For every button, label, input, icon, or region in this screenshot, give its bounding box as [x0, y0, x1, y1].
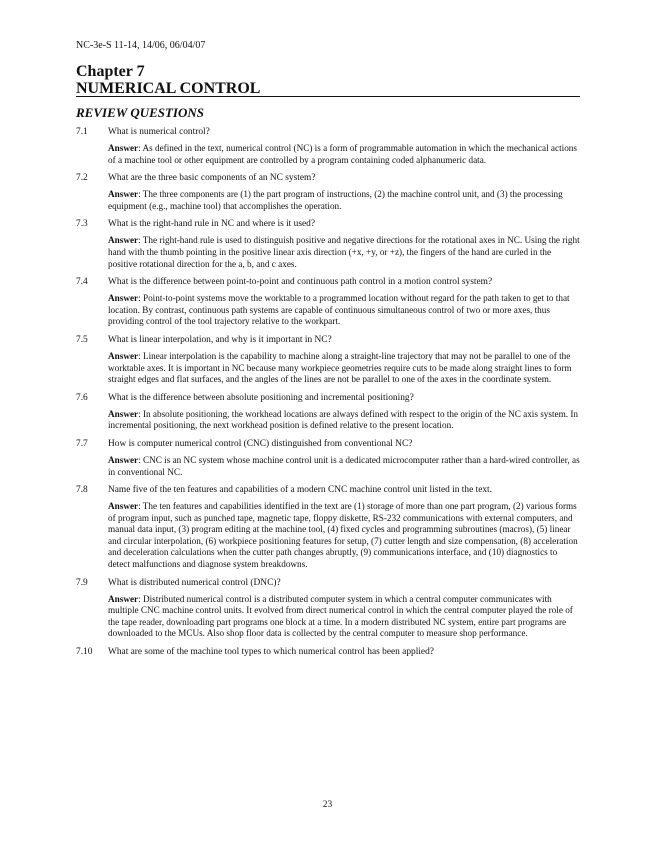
answer-label: Answer	[108, 454, 139, 465]
qa-item	[76, 577, 580, 640]
answer-text: : Distributed numerical control is a distributed computer system in which a central computer communicates with multiple CNC machine control units. It evolved from direct numerical control in which the central computer played the role of the tape reader, downloading part programs one block at a time. In a modern distributed NC system, entire part programs are downloaded to the MCUs. Also shop floor data is collected by the central computer to measure shop performance.	[108, 593, 573, 639]
question-text: What is linear interpolation, and why is it important in NC?	[108, 334, 332, 345]
answer-label: Answer	[108, 189, 139, 200]
qa-item	[76, 276, 580, 328]
answer-text: : Point-to-point systems move the worktable to a programmed location without regard for the path taken to get to that location. By contrast, continuous path systems are capable of continuous simultaneous control of two or more axes, thus providing control of the tool trajectory relative to the workpart.	[108, 293, 570, 327]
question-text: What is the difference between absolute positioning and incremental positioning?	[108, 392, 414, 403]
chapter-number: Chapter 7	[76, 63, 145, 80]
question-text: What is the difference between point-to-point and continuous path control in a motion control system?	[108, 277, 493, 288]
qa-list	[76, 126, 580, 664]
answer-label: Answer	[108, 235, 139, 246]
answer	[108, 143, 580, 166]
qa-item	[76, 126, 580, 166]
answer-label: Answer	[108, 350, 139, 361]
answer	[108, 594, 580, 640]
answer-text: : Linear interpolation is the capability to machine along a straight-line trajectory that may not be parallel to one of the worktable axes. It is important in NC because many workpiece geometries require cuts to be made along straight lines to form straight edges and flat surfaces, and the angles of the lines are not be parallel to one of the axes in the coordinate system.	[108, 350, 572, 385]
answer-text: : The right-hand rule is used to distinguish positive and negative directions for the rotational axes in NC. Using the right hand with the thumb pointing in the positive linear axis direction (+x, +y, or +z), the fingers of the hand are curled in the positive rotational direction for the a, b, and c axes.	[108, 235, 580, 269]
answer-label: Answer	[108, 293, 139, 304]
question-number: 7.7	[76, 438, 88, 449]
question	[76, 438, 580, 450]
qa-item	[76, 392, 580, 432]
question	[76, 484, 580, 496]
question-text: What is numerical control?	[108, 127, 210, 137]
answer-text: : In absolute positioning, the workhead locations are always defined with respect to the origin of the NC axis system. In incremental positioning, the next workhead position is defined relative to the present location.	[108, 408, 579, 431]
question	[76, 392, 580, 404]
qa-item	[76, 172, 580, 212]
qa-item	[76, 438, 580, 478]
answer	[108, 293, 580, 328]
question-number: 7.9	[76, 577, 88, 588]
qa-item	[76, 484, 580, 571]
answer-text: : The three components are (1) the part program of instructions, (2) the machine control unit, and (3) the processing equipment (e.g., machine tool) that accomplishes the operation.	[108, 189, 563, 211]
question-text: What are the three basic components of an NC system?	[108, 173, 316, 184]
heading-rule	[76, 96, 580, 97]
question-number: 7.3	[76, 219, 88, 230]
answer-label: Answer	[108, 143, 139, 153]
question-text: How is computer numerical control (CNC) distinguished from conventional NC?	[108, 438, 413, 449]
answer-label: Answer	[108, 501, 139, 512]
answer-text: : As defined in the text, numerical control (NC) is a form of programmable automation in which the mechanical actions of a machine tool or other equipment are controlled by a program containing coded alphanumeric data.	[108, 143, 577, 165]
qa-item	[76, 646, 580, 658]
answer	[108, 189, 580, 212]
question-text: What are some of the machine tool types to which numerical control has been applied?	[108, 647, 434, 658]
chapter-title: NUMERICAL CONTROL	[76, 80, 261, 97]
answer-text: : The ten features and capabilities identified in the text are (1) storage of more than one part program, (2) various forms of program input, such as punched tape, magnetic tape, floppy diskette, RS-232 communications with external computers, and manual data input, (3) program editing at the machine tool, (4) fixed cycles and programming subroutines (macros), (5) linear and circular interpolation, (6) workpiece positioning features for setup, (7) cutter length and size compensation, (8) acceleration and deceleration calculations when the cutter path changes abruptly, (9) communications interface, and (10) diagnostics to detect malfunctions and diagnose system breakdowns.	[108, 501, 578, 570]
answer	[108, 351, 580, 386]
answer-label: Answer	[108, 408, 139, 419]
question	[76, 577, 580, 589]
question-number: 7.2	[76, 173, 88, 184]
question-number: 7.1	[76, 127, 88, 137]
question	[76, 334, 580, 346]
question-number: 7.10	[76, 647, 93, 658]
answer	[108, 501, 580, 571]
question-text: What is the right-hand rule in NC and where is it used?	[108, 219, 315, 230]
chapter-heading	[76, 63, 260, 97]
document-header: NC-3e-S 11-14, 14/06, 06/04/07	[76, 40, 206, 51]
answer	[108, 455, 580, 478]
question	[76, 126, 580, 138]
question-text: Name five of the ten features and capabilities of a modern CNC machine control unit listed in the text.	[108, 485, 492, 496]
answer	[108, 409, 580, 432]
section-title: REVIEW QUESTIONS	[76, 105, 205, 120]
question	[76, 276, 580, 288]
question-number: 7.6	[76, 392, 88, 403]
page-number: 23	[322, 800, 333, 810]
question-number: 7.8	[76, 485, 88, 496]
answer-text: : CNC is an NC system whose machine control unit is a dedicated microcomputer rather than a hard-wired controller, as in conventional NC.	[108, 454, 580, 477]
question	[76, 172, 580, 184]
question-number: 7.4	[76, 277, 88, 288]
qa-item	[76, 334, 580, 386]
answer	[108, 235, 580, 270]
question	[76, 218, 580, 230]
question-text: What is distributed numerical control (DNC)?	[108, 577, 281, 588]
question	[76, 646, 580, 658]
question-number: 7.5	[76, 334, 88, 345]
answer-label: Answer	[108, 593, 139, 604]
qa-item	[76, 218, 580, 270]
